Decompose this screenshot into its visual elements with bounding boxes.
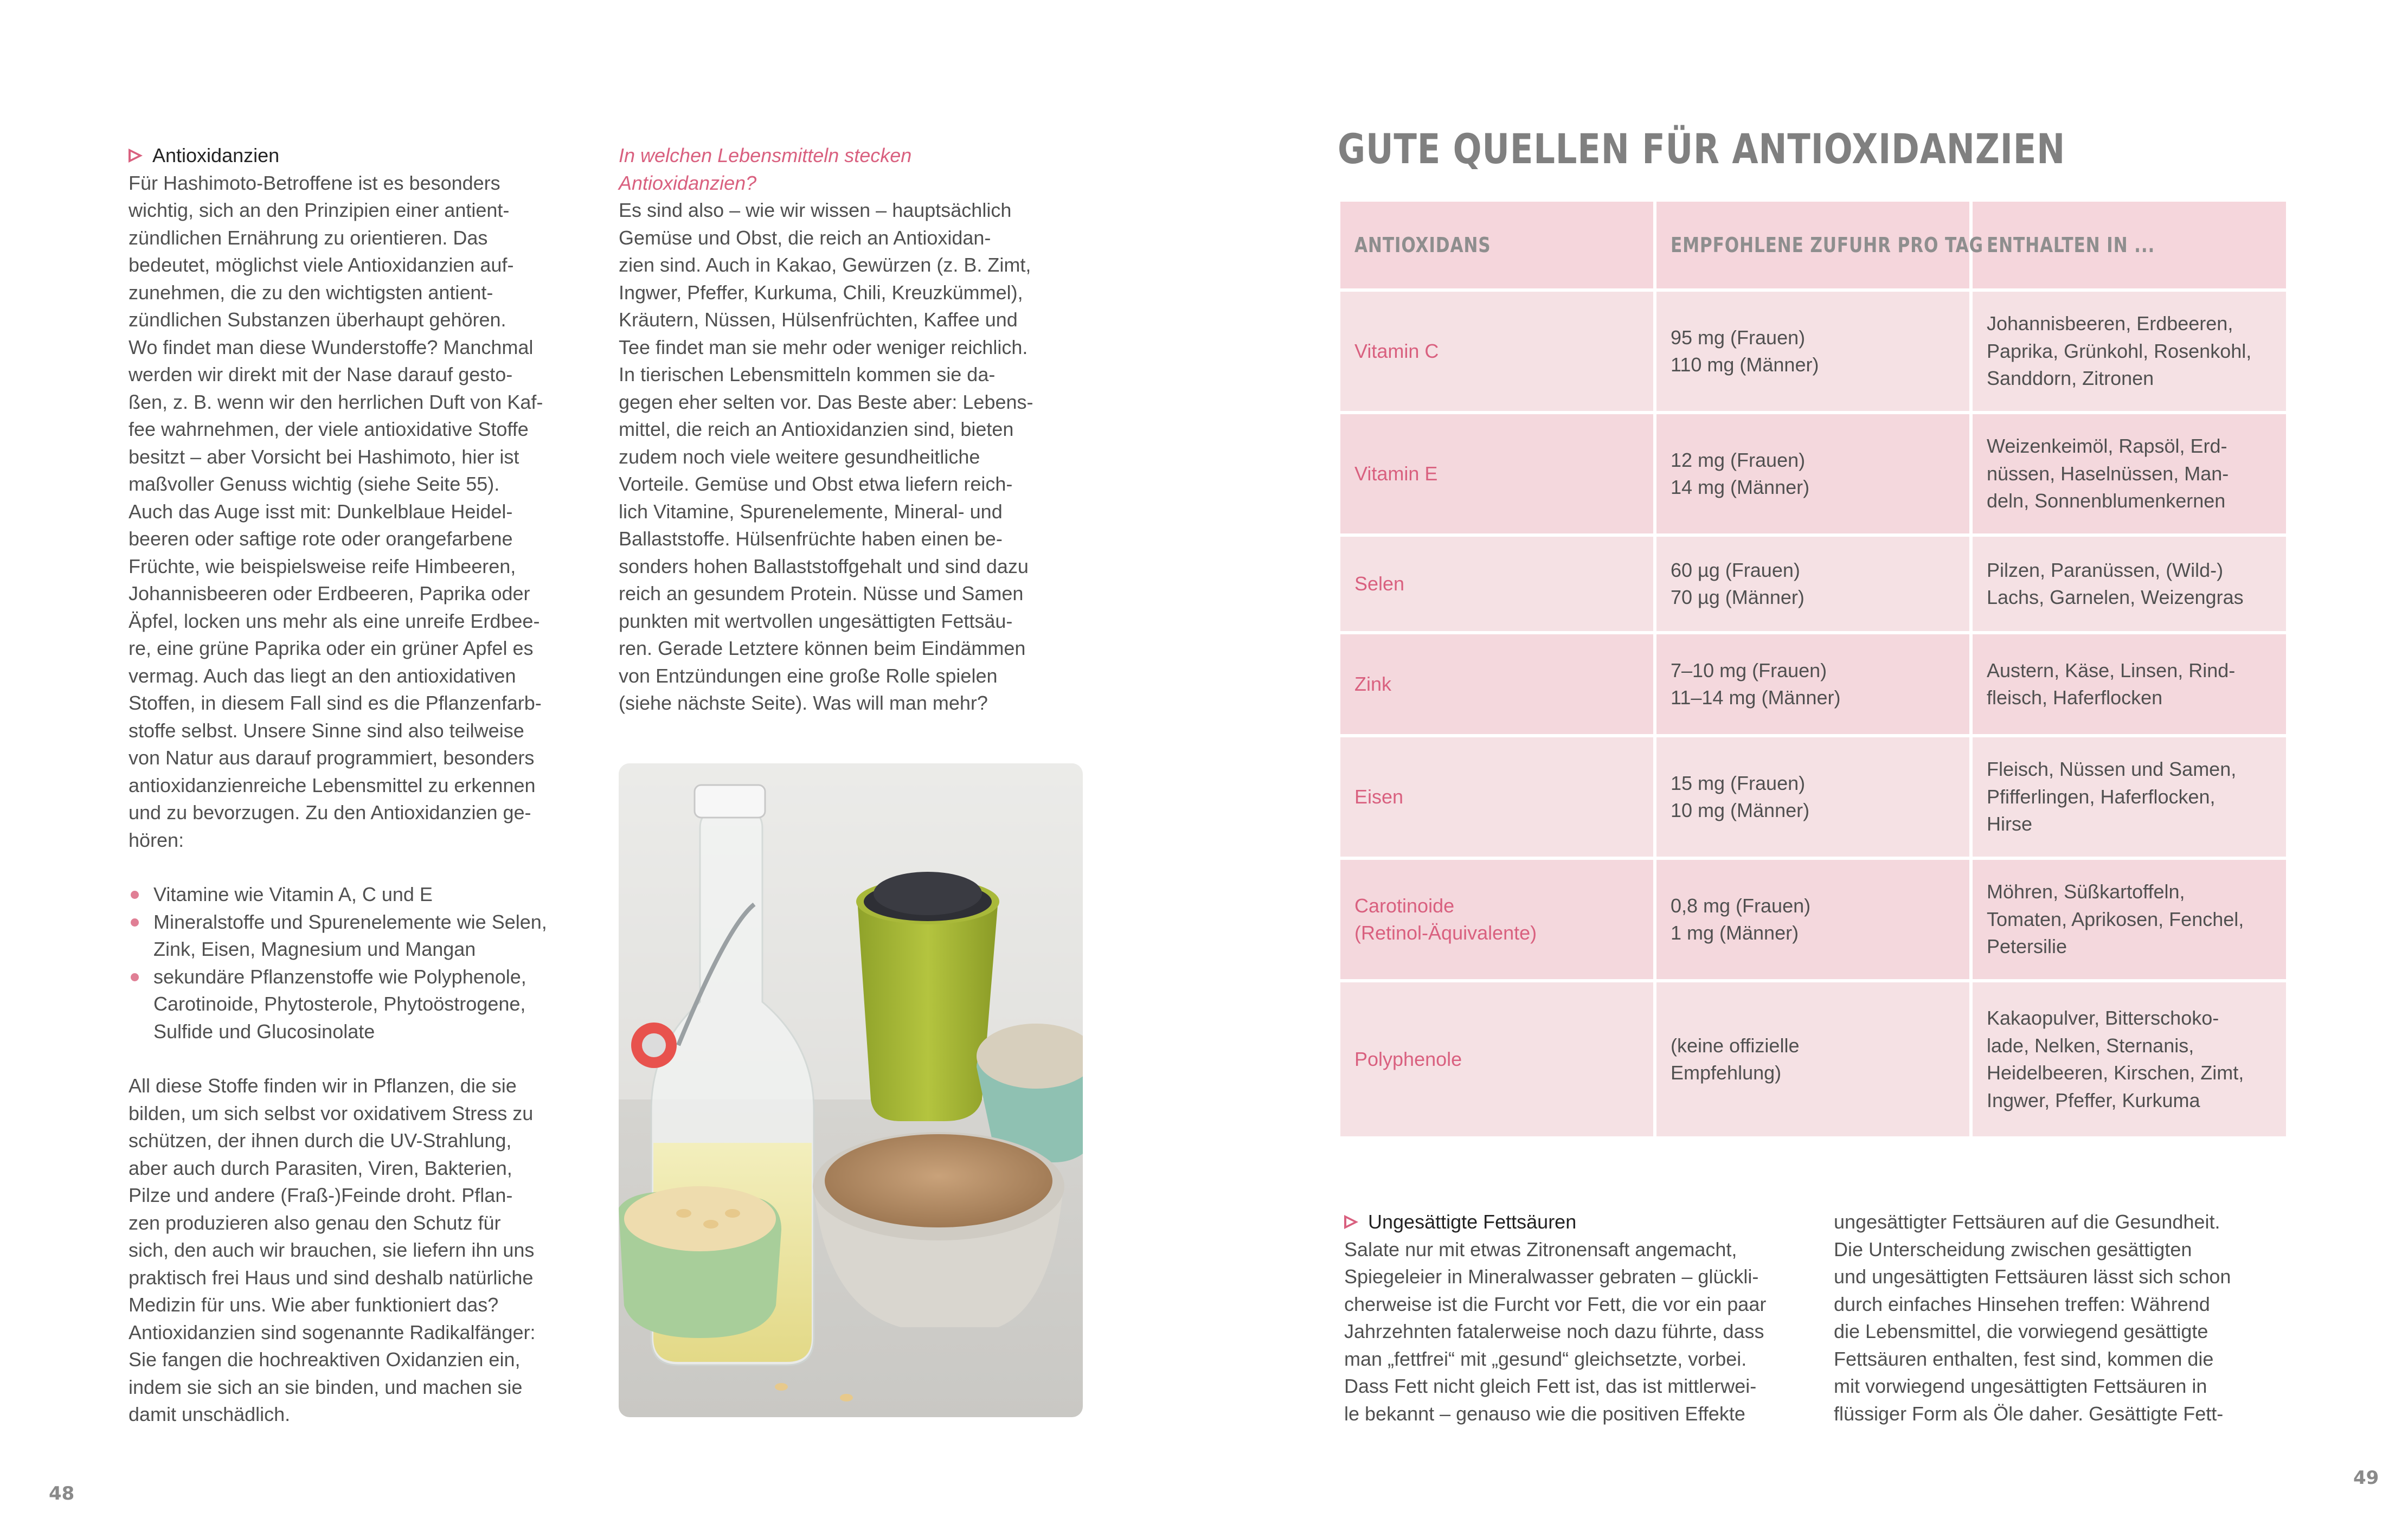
cell-line: Eisen	[1354, 785, 1404, 808]
table-row	[1339, 535, 2288, 633]
text-line: cherweise ist die Furcht vor Fett, die vor ein paar	[1344, 1292, 1767, 1315]
text-line: praktisch frei Haus und sind deshalb natürliche	[129, 1266, 534, 1289]
cell-sources	[1971, 858, 2288, 981]
text-line: Kräutern, Nüssen, Hülsenfrüchten, Kaffee und	[619, 308, 1018, 331]
cell-intake	[1655, 858, 1971, 981]
text-line: bedeutet, möglichst viele Antioxidanzien auf-	[129, 254, 514, 276]
text-line: le bekannt – genauso wie die positiven Effekte	[1344, 1402, 1745, 1425]
cell-line: Austern, Käse, Linsen, Rind-	[1987, 659, 2236, 681]
cell-name	[1339, 633, 1655, 736]
antioxidant-list	[129, 881, 600, 1045]
cell-line: Tomaten, Aprikosen, Fenchel,	[1987, 908, 2244, 930]
page-number-right: 49	[2353, 1467, 2379, 1489]
text-line: werden wir direkt mit der Nase darauf gesto-	[129, 363, 513, 385]
left-column-1	[129, 142, 600, 1429]
cell-line: Vitamin E	[1354, 462, 1438, 485]
cell-line: Pilzen, Paranüssen, (Wild-)	[1987, 558, 2224, 581]
list-item-line: Carotinoide, Phytosterole, Phytoöstrogene,	[153, 993, 526, 1015]
table-row	[1339, 290, 2288, 413]
cell-line: Zink	[1354, 672, 1392, 695]
cell-intake	[1655, 413, 1971, 535]
antioxidants-heading: Antioxidanzien	[129, 142, 600, 170]
text-line: Pilze und andere (Fraß-)Feinde droht. Pflan-	[129, 1184, 513, 1206]
text-line: ßen, z. B. wenn wir den herrlichen Duft von Kaf-	[129, 390, 543, 413]
cell-line: Selen	[1354, 572, 1405, 595]
text-line: durch einfaches Hinsehen treffen: Während	[1834, 1292, 2210, 1315]
cell-line: 14 mg (Männer)	[1671, 476, 1810, 498]
text-line: In tierischen Lebensmitteln kommen sie da-	[619, 363, 996, 385]
table-row	[1339, 633, 2288, 736]
text-line: und zu bevorzugen. Zu den Antioxidanzien ge-	[129, 801, 531, 824]
text-line: ungesättigter Fettsäuren auf die Gesundheit.	[1834, 1211, 2220, 1233]
text-line: schützen, der ihnen durch die UV-Strahlung,	[129, 1129, 512, 1152]
text-line: Antioxidanzien sind sogenannte Radikalfänger:	[129, 1321, 536, 1343]
text-line: Es sind also – wie wir wissen – hauptsächlich	[619, 199, 1012, 221]
cell-sources	[1971, 736, 2288, 858]
cell-sources	[1971, 633, 2288, 736]
text-line: man „fettfrei“ mit „gesund“ gleichsetzte, vorbei.	[1344, 1347, 1747, 1370]
text-line: Medizin für uns. Wie aber funktioniert das?	[129, 1294, 499, 1316]
cell-line: Ingwer, Pfeffer, Kurkuma	[1987, 1089, 2200, 1111]
text-line: von Natur aus darauf programmiert, besonders	[129, 747, 535, 769]
cell-line: 15 mg (Frauen)	[1671, 771, 1806, 794]
cell-line: Polyphenole	[1354, 1047, 1462, 1070]
text-line: Äpfel, locken uns mehr als eine unreife Erdbee-	[129, 609, 540, 632]
fat-column-2	[1834, 1208, 2311, 1427]
table-title: GUTE QUELLEN FÜR ANTIOXIDANZIEN	[1338, 125, 2066, 173]
text-line: flüssiger Form als Öle daher. Gesättigte Fett-	[1834, 1402, 2224, 1425]
question-line: In welchen Lebensmitteln stecken	[619, 144, 912, 166]
cell-line: Heidelbeeren, Kirschen, Zimt,	[1987, 1062, 2244, 1084]
text-line: Spiegeleier in Mineralwasser gebraten – glückli-	[1344, 1265, 1759, 1288]
triangle-bullet-icon	[1344, 1215, 1358, 1229]
cell-name	[1339, 290, 1655, 413]
antioxidant-table	[1337, 198, 2289, 1140]
text-line: Johannisbeeren oder Erdbeeren, Paprika oder	[129, 582, 530, 604]
cell-name	[1339, 413, 1655, 535]
cell-sources	[1971, 290, 2288, 413]
text-line: die Lebensmittel, die vorwiegend gesättigte	[1834, 1320, 2208, 1342]
cell-intake	[1655, 981, 1971, 1138]
cell-line: deln, Sonnenblumenkernen	[1987, 490, 2226, 512]
cell-line: 11–14 mg (Männer)	[1671, 686, 1841, 709]
cell-line: 12 mg (Frauen)	[1671, 448, 1806, 471]
text-line: Tee findet man sie mehr oder weniger reichlich.	[619, 336, 1028, 358]
fat-text	[1344, 1236, 1821, 1428]
antioxidants-text	[129, 170, 600, 854]
text-line: zündlichen Substanzen überhaupt gehören.	[129, 308, 506, 331]
food-sources-text	[619, 197, 1096, 717]
text-line: Dass Fett nicht gleich Fett ist, das ist mittlerwei-	[1344, 1375, 1757, 1397]
cell-line: Lachs, Garnelen, Weizengras	[1987, 586, 2244, 608]
header-sources: ENTHALTEN IN ...	[1971, 200, 2288, 290]
cell-line: Weizenkeimöl, Rapsöl, Erd-	[1987, 435, 2227, 458]
text-line: hören:	[129, 828, 184, 851]
cell-line: 7–10 mg (Frauen)	[1671, 659, 1827, 681]
cell-line: Kakaopulver, Bitterschoko-	[1987, 1007, 2219, 1029]
cell-intake	[1655, 736, 1971, 858]
cell-line: Carotinoide	[1354, 894, 1455, 917]
cell-line: (keine offizielle	[1671, 1034, 1800, 1057]
text-line: bilden, um sich selbst vor oxidativem Stress zu	[129, 1102, 534, 1124]
page-number-left: 48	[49, 1483, 75, 1504]
cell-line: Sanddorn, Zitronen	[1987, 367, 2154, 390]
text-line: Für Hashimoto-Betroffene ist es besonders	[129, 171, 500, 194]
text-line: mittel, die reich an Antioxidanzien sind, bieten	[619, 418, 1014, 440]
list-item-line: Vitamine wie Vitamin A, C und E	[153, 883, 433, 905]
table-row	[1339, 736, 2288, 858]
text-line: sonders hohen Ballaststoffgehalt und sind dazu	[619, 555, 1029, 577]
cell-line: nüssen, Haselnüssen, Man-	[1987, 462, 2229, 485]
table-row	[1339, 981, 2288, 1138]
cell-line: Möhren, Süßkartoffeln,	[1987, 880, 2185, 903]
question-heading	[619, 142, 1096, 197]
text-line: indem sie sich an sie binden, und machen sie	[129, 1375, 523, 1398]
cell-line: 10 mg (Männer)	[1671, 799, 1810, 821]
cell-intake	[1655, 633, 1971, 736]
list-item	[129, 881, 600, 909]
text-line: aber auch durch Parasiten, Viren, Bakterien,	[129, 1156, 512, 1179]
triangle-bullet-icon	[129, 149, 143, 163]
text-line: All diese Stoffe finden wir in Pflanzen, die sie	[129, 1075, 517, 1097]
text-line: Jahrzehnten fatalerweise noch dazu führte, dass	[1344, 1320, 1764, 1342]
text-line: ren. Gerade Letztere können beim Eindämmen	[619, 637, 1026, 659]
text-line: besitzt – aber Vorsicht bei Hashimoto, hier ist	[129, 445, 519, 468]
text-line: Ballaststoffe. Hülsenfrüchte haben einen be-	[619, 528, 1003, 550]
list-item-line: sekundäre Pflanzenstoffe wie Polyphenole,	[153, 965, 526, 988]
list-item-line: Zink, Eisen, Magnesium und Mangan	[153, 938, 476, 960]
fat-text-continued	[1834, 1208, 2311, 1427]
antioxidants-text-continued	[129, 1072, 600, 1429]
question-line: Antioxidanzien?	[619, 171, 757, 194]
text-line: wichtig, sich an den Prinzipien einer antient-	[129, 199, 510, 221]
text-line: beeren oder saftige rote oder orangefarbene	[129, 528, 513, 550]
cell-line: (Retinol-Äquivalente)	[1354, 922, 1537, 944]
header-antioxidant: ANTIOXIDANS	[1339, 200, 1655, 290]
text-line: antioxidanzienreiche Lebensmittel zu erkennen	[129, 774, 536, 796]
text-line: Fettsäuren enthalten, fest sind, kommen die	[1834, 1347, 2214, 1370]
cell-intake	[1655, 535, 1971, 633]
cell-line: 60 µg (Frauen)	[1671, 558, 1800, 581]
text-line: sich, den auch wir brauchen, sie liefern ihn uns	[129, 1239, 535, 1261]
list-item-line: Mineralstoffe und Spurenelemente wie Selen,	[153, 910, 547, 933]
cell-sources	[1971, 981, 2288, 1138]
cell-line: 95 mg (Frauen)	[1671, 326, 1806, 349]
cell-line: 0,8 mg (Frauen)	[1671, 894, 1811, 917]
text-line: Früchte, wie beispielsweise reife Himbeeren,	[129, 555, 516, 577]
cell-line: Petersilie	[1987, 935, 2067, 958]
cell-sources	[1971, 535, 2288, 633]
cell-line: Empfehlung)	[1671, 1062, 1782, 1084]
text-line: damit unschädlich.	[129, 1403, 291, 1425]
text-line: zündlichen Ernährung zu orientieren. Das	[129, 226, 488, 249]
text-line: gegen eher selten vor. Das Beste aber: Lebens-	[619, 390, 1033, 413]
cell-name	[1339, 736, 1655, 858]
text-line: (siehe nächste Seite). Was will man mehr?	[619, 692, 988, 714]
fat-heading: Ungesättigte Fettsäuren	[1344, 1208, 1821, 1236]
cell-line: 70 µg (Männer)	[1671, 586, 1805, 608]
cell-name	[1339, 858, 1655, 981]
list-item-line: Sulfide und Glucosinolate	[153, 1020, 375, 1043]
cell-intake	[1655, 290, 1971, 413]
list-item	[129, 963, 600, 1046]
table-row	[1339, 858, 2288, 981]
text-line: Stoffen, in diesem Fall sind es die Pflanzenfarb-	[129, 692, 542, 714]
text-line: vermag. Auch das liegt an den antioxidativen	[129, 664, 516, 687]
cell-line: Hirse	[1987, 813, 2033, 835]
text-line: zunehmen, die zu den wichtigsten antient-	[129, 281, 493, 304]
text-line: re, eine grüne Paprika oder ein grüner Apfel es	[129, 637, 534, 659]
text-line: Auch das Auge isst mit: Dunkelblaue Heidel-	[129, 500, 513, 523]
text-line: und ungesättigten Fettsäuren lässt sich schon	[1834, 1265, 2231, 1288]
text-line: lich Vitamine, Spurenelemente, Mineral- und	[619, 500, 1003, 523]
text-line: maßvoller Genuss wichtig (siehe Seite 55).	[129, 473, 500, 495]
text-line: zen produzieren also genau den Schutz für	[129, 1211, 501, 1234]
cell-line: lade, Nelken, Sternanis,	[1987, 1034, 2194, 1057]
text-line: punkten mit wertvollen ungesättigten Fettsäu-	[619, 609, 1013, 632]
text-line: fee wahrnehmen, der viele antioxidative Stoffe	[129, 418, 529, 440]
cell-line: Vitamin C	[1354, 339, 1439, 362]
cell-sources	[1971, 413, 2288, 535]
list-item	[129, 909, 600, 963]
text-line: zudem noch viele weitere gesundheitliche	[619, 445, 980, 468]
header-intake: EMPFOHLENE ZUFUHR PRO TAG	[1655, 200, 1971, 290]
text-line: mit vorwiegend ungesättigten Fettsäuren in	[1834, 1375, 2207, 1397]
cell-line: fleisch, Haferflocken	[1987, 686, 2163, 709]
cell-line: 110 mg (Männer)	[1671, 353, 1819, 376]
table-header-row	[1339, 200, 2288, 290]
fat-column-1	[1344, 1208, 1821, 1427]
text-line: Sie fangen die hochreaktiven Oxidanzien ein,	[129, 1348, 521, 1371]
cell-name	[1339, 535, 1655, 633]
text-line: Vorteile. Gemüse und Obst etwa liefern reich-	[619, 473, 1013, 495]
text-line: Gemüse und Obst, die reich an Antioxidan-	[619, 226, 991, 249]
cell-name	[1339, 981, 1655, 1138]
cell-line: Fleisch, Nüssen und Samen,	[1987, 758, 2237, 781]
text-line: Salate nur mit etwas Zitronensaft angemacht,	[1344, 1238, 1737, 1261]
left-column-2	[619, 142, 1096, 717]
text-line: Wo findet man diese Wunderstoffe? Manchmal	[129, 336, 534, 358]
text-line: Die Unterscheidung zwischen gesättigten	[1834, 1238, 2192, 1261]
table-row	[1339, 413, 2288, 535]
cell-line: Johannisbeeren, Erdbeeren,	[1987, 312, 2233, 335]
text-line: von Entzündungen eine große Rolle spielen	[619, 664, 998, 687]
cell-line: 1 mg (Männer)	[1671, 922, 1799, 944]
text-line: reich an gesundem Protein. Nüsse und Samen	[619, 582, 1024, 604]
text-line: zien sind. Auch in Kakao, Gewürzen (z. B. Zimt,	[619, 254, 1031, 276]
text-line: stoffe selbst. Unsere Sinne sind also teilweise	[129, 719, 524, 742]
food-photo	[619, 763, 1083, 1417]
cell-line: Pfifferlingen, Haferflocken,	[1987, 785, 2216, 808]
text-line: Ingwer, Pfeffer, Kurkuma, Chili, Kreuzkümmel),	[619, 281, 1023, 304]
cell-line: Paprika, Grünkohl, Rosenkohl,	[1987, 339, 2252, 362]
